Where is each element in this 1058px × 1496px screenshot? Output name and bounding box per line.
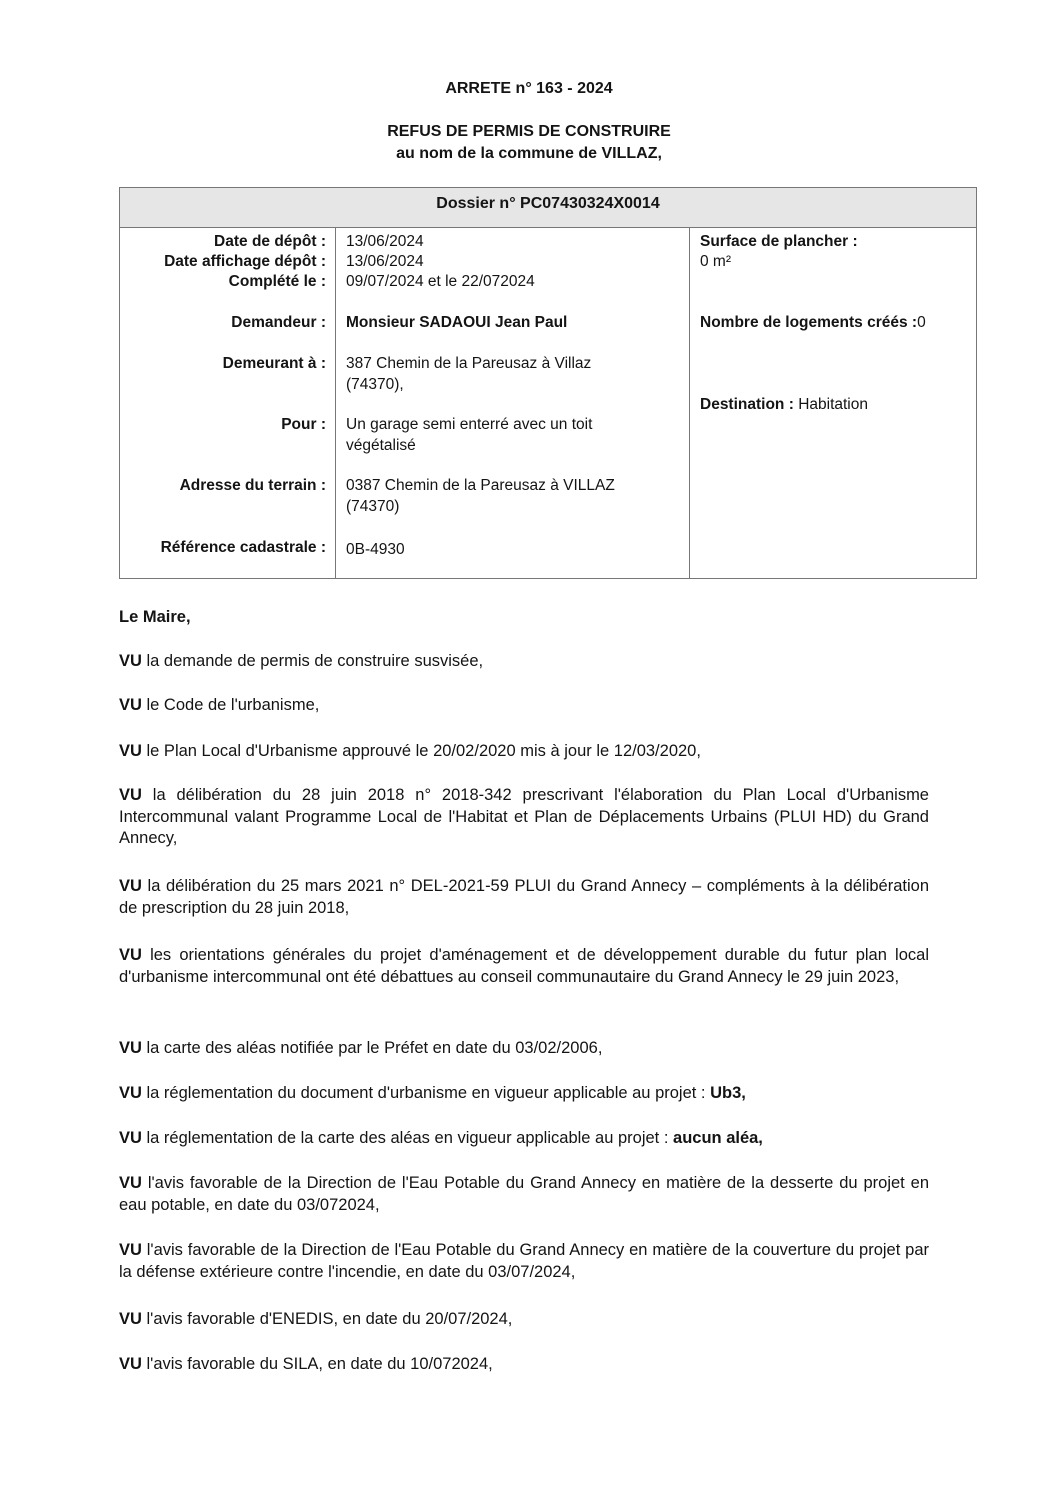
value-complete: 09/07/2024 et le 22/072024 — [346, 273, 535, 290]
vu-paragraph — [119, 1083, 929, 1105]
label-complete: Complété le : — [228, 273, 326, 290]
vu-label: VU — [119, 877, 142, 895]
vu-paragraph — [119, 695, 929, 717]
value-pour: Un garage semi enterré avec un toit végétalisé — [346, 416, 593, 454]
vu-label: VU — [119, 652, 142, 670]
vu-paragraph — [119, 876, 929, 919]
commune-line: au nom de la commune de VILLAZ, — [396, 145, 662, 162]
vu-text: l'avis favorable de la Direction de l'Eau Potable du Grand Annecy en matière de la desserte du projet en eau potable, en date du 03/072024, — [119, 1174, 929, 1214]
arrete-number: ARRETE n° 163 - 2024 — [445, 80, 613, 97]
vu-label: VU — [119, 786, 142, 804]
value-adresse: 0387 Chemin de la Pareusaz à VILLAZ (74370) — [346, 477, 615, 515]
vu-label: VU — [119, 742, 142, 760]
vu-text: la réglementation de la carte des aléas en vigueur applicable au projet : — [141, 1129, 674, 1147]
vu-text: le Plan Local d'Urbanisme approuvé le 20/02/2020 mis à jour le 12/03/2020, — [141, 742, 701, 760]
value-demandeur: Monsieur SADAOUI Jean Paul — [346, 314, 568, 331]
zone-value: Ub3, — [710, 1084, 746, 1102]
surface-value: 0 m² — [700, 253, 731, 270]
vu-paragraph — [119, 1128, 929, 1150]
vu-label: VU — [119, 1039, 142, 1057]
dossier-number: Dossier n° PC07430324X0014 — [120, 188, 976, 228]
vu-paragraph — [119, 1173, 929, 1216]
logements-label: Nombre de logements créés : — [700, 314, 918, 331]
vu-text: la demande de permis de construire susvisée, — [141, 652, 484, 670]
vu-text: la carte des aléas notifiée par le Préfet en date du 03/02/2006, — [141, 1039, 603, 1057]
vu-text: l'avis favorable d'ENEDIS, en date du 20/07/2024, — [141, 1310, 513, 1328]
vu-text: la réglementation du document d'urbanisme en vigueur applicable au projet : — [141, 1084, 711, 1102]
vu-paragraph — [119, 1240, 929, 1283]
label-demandeur: Demandeur : — [231, 314, 326, 331]
vu-paragraph — [119, 1309, 929, 1331]
alea-value: aucun aléa, — [673, 1129, 763, 1147]
vu-paragraph — [119, 1354, 929, 1376]
destination-row — [700, 395, 970, 416]
column-divider — [689, 228, 690, 578]
vu-label: VU — [119, 696, 142, 714]
column-divider — [335, 228, 336, 578]
vu-paragraph — [119, 1038, 929, 1060]
surface-label: Surface de plancher : — [700, 233, 858, 250]
vu-text: les orientations générales du projet d'aménagement et de développement durable du futur plan local d'urbanisme intercommunal ont été débattues au conseil communautaire du Grand Annecy le 29 juin 2023, — [119, 946, 929, 986]
vu-text: l'avis favorable de la Direction de l'Eau Potable du Grand Annecy en matière de la couverture du projet par la défense extérieure contre l'incendie, en date du 03/07/2024, — [119, 1241, 929, 1281]
value-date-depot: 13/06/2024 — [346, 233, 424, 250]
vu-label: VU — [119, 1355, 142, 1373]
vu-paragraph — [119, 651, 929, 673]
vu-label: VU — [119, 1310, 142, 1328]
vu-label: VU — [119, 946, 142, 964]
vu-paragraph — [119, 785, 929, 850]
vu-label: VU — [119, 1084, 142, 1102]
vu-text: la délibération du 25 mars 2021 n° DEL-2021-59 PLUI du Grand Annecy – compléments à la délibération de prescription du 28 juin 2018, — [119, 877, 929, 917]
vu-paragraph — [119, 945, 929, 988]
label-date-depot: Date de dépôt : — [214, 233, 326, 250]
dossier-table — [119, 187, 977, 579]
destination-label: Destination : — [700, 396, 794, 413]
vu-label: VU — [119, 1241, 142, 1259]
vu-text: le Code de l'urbanisme, — [141, 696, 320, 714]
label-reference: Référence cadastrale : — [160, 539, 326, 556]
vu-paragraph — [119, 741, 929, 763]
logements-value: 0 — [917, 314, 926, 331]
label-adresse: Adresse du terrain : — [179, 477, 326, 494]
label-demeurant: Demeurant à : — [222, 355, 326, 372]
vu-text: l'avis favorable du SILA, en date du 10/072024, — [141, 1355, 493, 1373]
vu-label: VU — [119, 1129, 142, 1147]
vu-label: VU — [119, 1174, 142, 1192]
value-date-affichage: 13/06/2024 — [346, 253, 424, 270]
le-maire: Le Maire, — [119, 608, 191, 626]
document-subtitle: REFUS DE PERMIS DE CONSTRUIRE — [387, 123, 671, 140]
value-demeurant: 387 Chemin de la Pareusaz à Villaz (74370), — [346, 355, 592, 393]
label-date-affichage: Date affichage dépôt : — [164, 253, 326, 270]
value-reference: 0B-4930 — [346, 541, 405, 558]
destination-value: Habitation — [798, 396, 868, 413]
label-pour: Pour : — [281, 416, 326, 433]
vu-text: la délibération du 28 juin 2018 n° 2018-342 prescrivant l'élaboration du Plan Local d'Urbanisme Intercommunal valant Programme Local de l'Habitat et Plan de Déplacements Urbains (PLUI HD) du Grand Annecy, — [119, 786, 929, 847]
logements-row — [700, 313, 975, 334]
